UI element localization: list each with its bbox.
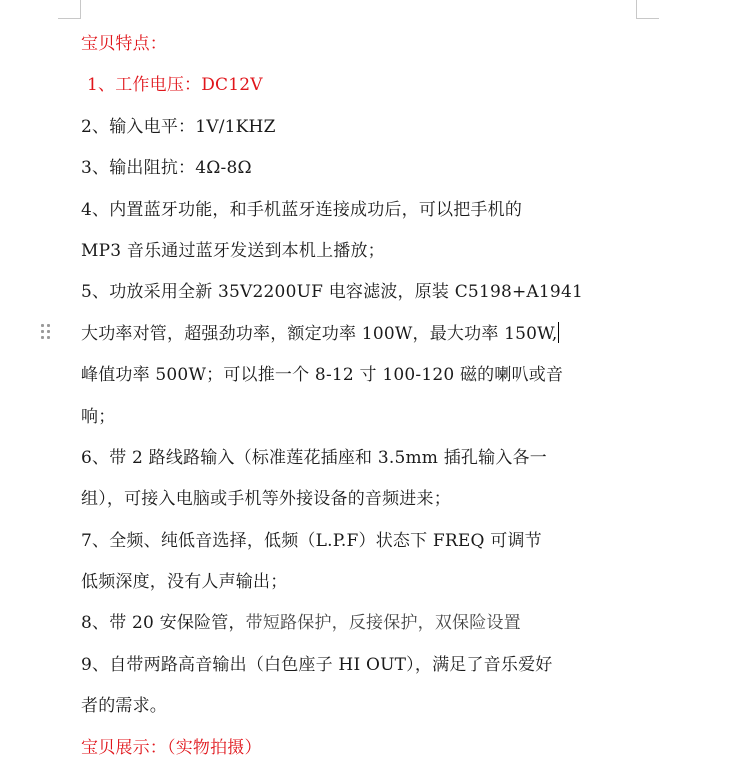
feature-line-5: 5、功放采用全新 35V2200UF 电容滤波，原装 C5198+A1941 <box>81 282 583 303</box>
heading-product-display: 宝贝展示：（实物拍摄） <box>81 737 262 758</box>
feature-line-7: 7、全频、纯低音选择，低频（L.P.F）状态下 FREQ 可调节 <box>81 530 542 551</box>
paragraph-drag-handle-icon[interactable] <box>41 324 51 340</box>
feature-line-2: 2、输入电平：1V/1KHZ <box>81 116 276 137</box>
feature-line-4-cont: MP3 音乐通过蓝牙发送到本机上播放； <box>81 240 385 261</box>
page-corner-mark-right <box>636 0 659 19</box>
feature-line-5-cont-1-text: 大功率对管，超强劲功率，额定功率 100W，最大功率 150W, <box>81 323 558 344</box>
feature-line-8-part2: 带短路保护，反接保护，双保险设置 <box>245 613 521 634</box>
text-cursor <box>558 322 559 343</box>
heading-product-features: 宝贝特点： <box>81 34 167 54</box>
feature-line-7-cont: 低频深度，没有人声输出； <box>81 572 288 593</box>
feature-line-6: 6、带 2 路线路输入（标准莲花插座和 3.5mm 插孔输入各一 <box>81 447 547 468</box>
feature-line-5-cont-3: 响； <box>81 406 116 427</box>
feature-line-4: 4、内置蓝牙功能，和手机蓝牙连接成功后，可以把手机的 <box>81 199 523 220</box>
feature-line-3: 3、输出阻抗：4Ω-8Ω <box>81 158 252 179</box>
feature-line-8 <box>81 603 641 644</box>
feature-line-9-cont: 者的需求。 <box>81 696 167 717</box>
page-corner-mark-left <box>58 0 81 19</box>
feature-line-6-cont: 组），可接入电脑或手机等外接设备的音频进来； <box>81 489 451 510</box>
document-body[interactable] <box>81 24 641 769</box>
feature-line-8-part1: 8、带 20 安保险管， <box>81 613 246 634</box>
feature-line-1: 1、工作电压：DC12V <box>87 75 263 96</box>
feature-line-9: 9、自带两路高音输出（白色座子 HI OUT），满足了音乐爱好 <box>81 654 553 675</box>
feature-line-5-cont-2: 峰值功率 500W；可以推一个 8-12 寸 100-120 磁的喇叭或音 <box>81 365 564 386</box>
feature-line-5-cont-1 <box>81 314 641 355</box>
